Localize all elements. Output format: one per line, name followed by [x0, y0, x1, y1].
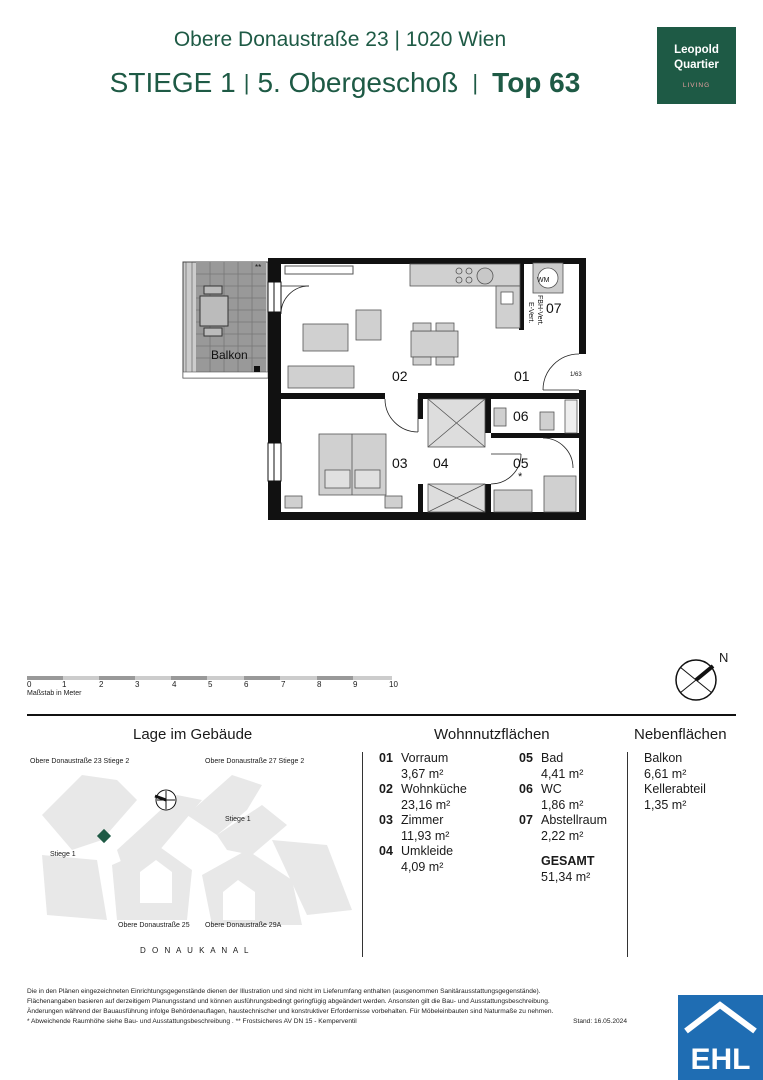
room-number-06: 06 — [513, 408, 529, 424]
stair-label: STIEGE 1 — [109, 67, 236, 98]
room-entry: 07 Abstellraum — [519, 813, 607, 827]
secondary-area-title: Nebenflächen — [634, 726, 727, 743]
balcony-label: Balkon — [211, 348, 248, 362]
scale-tick-8: 8 — [317, 680, 322, 689]
fbh-label: FBH-Vert. — [536, 295, 543, 326]
disclaimer-last-row — [27, 1017, 627, 1027]
address-line: Obere Donaustraße 23 | 1020 Wien — [173, 28, 507, 51]
room-number-05: 05 — [513, 455, 529, 471]
disclaimer-line: Flächenangaben basieren auf derzeitigem Planungsstand und können ausführungsbedingt geringfügig abgeändert werden. Ansonsten gilt die Bau- und Ausstattungsbeschreibung. — [27, 998, 550, 1005]
scale-tick-3: 3 — [135, 680, 140, 689]
logo-line-3: LIVING — [682, 82, 711, 89]
room-entry: 04 Umkleide — [379, 844, 454, 858]
ehl-text: EHL — [690, 1043, 751, 1076]
map-label-stiege-left: Stiege 1 — [50, 851, 76, 858]
date-stamp: Stand: 16.05.2024 — [573, 1018, 627, 1025]
room-area: 4,41 m² — [541, 766, 584, 781]
compass-icon — [672, 656, 720, 704]
ehl-logo — [678, 995, 763, 1080]
scale-tick-1: 1 — [62, 680, 67, 689]
map-label-top-right: Obere Donaustraße 27 Stiege 2 — [205, 758, 305, 765]
total-label: GESAMT — [541, 854, 595, 868]
room-entry: 01 Vorraum — [379, 751, 449, 765]
scale-tick-10: 10 — [389, 680, 398, 689]
secondary-name: Balkon — [644, 751, 683, 765]
unit-title: STIEGE 1 | 5. Obergeschoß | Top 63 — [109, 67, 581, 98]
map-label-top-left: Obere Donaustraße 23 Stiege 2 — [30, 758, 130, 765]
scale-bar — [25, 674, 405, 704]
room-number-03: 03 — [392, 455, 408, 471]
room-number-07: 07 — [546, 300, 562, 316]
location-map — [27, 755, 362, 965]
secondary-area: 6,61 m² — [644, 766, 687, 781]
room-entry: 03 Zimmer — [379, 813, 444, 827]
map-canal-label: D O N A U K A N A L — [140, 946, 251, 955]
column-divider-1 — [362, 752, 363, 957]
location-title: Lage im Gebäude — [133, 726, 253, 743]
logo-line-2: Quartier — [674, 59, 719, 71]
floor-plan — [0, 230, 763, 530]
secondary-area: 1,35 m² — [644, 797, 687, 812]
furniture — [285, 263, 577, 512]
living-area-title: Wohnnutzflächen — [434, 726, 550, 743]
disclaimer-line: * Abweichende Raumhöhe siehe Bau- und Ausstattungsbeschreibung . ** Frostsicheres AV DN 15 - Kemperventil — [27, 1018, 357, 1025]
star-mark: ** — [255, 263, 262, 272]
logo-line-1: Leopold — [674, 44, 719, 56]
room-area: 23,16 m² — [401, 797, 451, 812]
bath-note: * — [518, 471, 523, 483]
room-entry: 02 Wohnküche — [379, 782, 467, 796]
ev-label: E-Vert. — [527, 302, 534, 324]
scale-tick-9: 9 — [353, 680, 358, 689]
disclaimer — [27, 987, 627, 1027]
wm-label: WM — [537, 277, 550, 284]
room-number-01: 01 — [514, 368, 530, 384]
compass-north: N — [719, 650, 729, 665]
room-entry: 05 Bad — [519, 751, 564, 765]
room-area: 3,67 m² — [401, 766, 444, 781]
scale-tick-5: 5 — [208, 680, 213, 689]
scale-tick-6: 6 — [244, 680, 249, 689]
secondary-name: Kellerabteil — [644, 782, 706, 796]
disclaimer-line: Änderungen während der Bauausführung infolge Behördenauflagen, haustechnischer und konstruktiver Erfordernisse vorbehalten. Für Möbeleinbauten sind Naturmaße zu nehmen. — [27, 1008, 554, 1015]
room-area: 11,93 m² — [401, 828, 450, 843]
room-entry: 06 WC — [519, 782, 562, 796]
floor-label: 5. Obergeschoß — [257, 67, 459, 98]
section-divider — [27, 714, 736, 716]
unit-label: Top 63 — [492, 67, 581, 98]
scale-tick-0: 0 — [27, 680, 32, 689]
room-area: 1,86 m² — [541, 797, 584, 812]
scale-tick-2: 2 — [99, 680, 104, 689]
leopold-quartier-logo — [657, 27, 736, 104]
disclaimer-line: Die in den Plänen eingezeichneten Einrichtungsgegenstände dienen der Illustration und sind nicht im Lieferumfang enthalten (ausgenommen Sanitärausstattungsgegenstände). — [27, 988, 541, 995]
room-number-04: 04 — [433, 455, 449, 471]
living-area-list-right — [519, 751, 629, 885]
map-label-bottom-right: Obere Donaustraße 29A — [205, 922, 282, 929]
secondary-area-list — [644, 751, 754, 813]
scale-tick-7: 7 — [281, 680, 286, 689]
room-number-02: 02 — [392, 368, 408, 384]
scale-tick-4: 4 — [172, 680, 177, 689]
scale-caption: Maßstab in Meter — [27, 690, 82, 697]
map-label-bottom-left: Obere Donaustraße 25 — [118, 922, 190, 929]
room-area: 2,22 m² — [541, 828, 584, 843]
total-value: 51,34 m² — [541, 869, 591, 884]
map-label-stiege-right: Stiege 1 — [225, 816, 251, 823]
living-area-list-left — [379, 751, 509, 875]
door-label: 1/63 — [570, 372, 582, 378]
room-area: 4,09 m² — [401, 859, 444, 874]
